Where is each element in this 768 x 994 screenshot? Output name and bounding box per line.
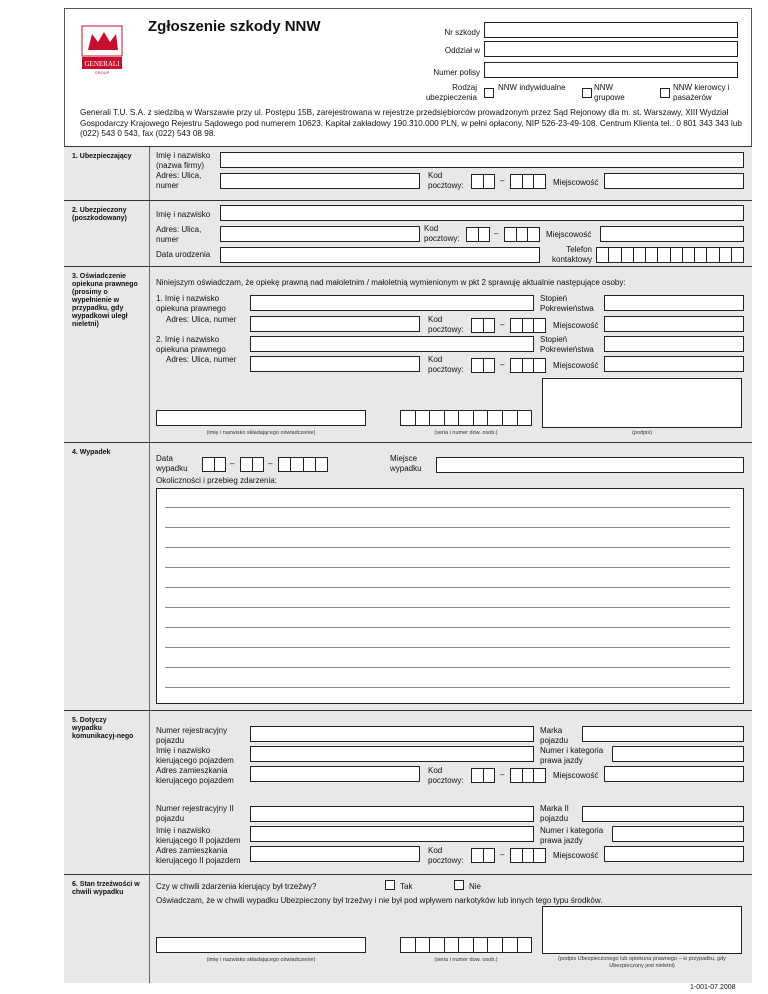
s5-nr-rej-field[interactable] (250, 726, 534, 742)
form-code: 1-001-07.2008 (690, 984, 736, 991)
s6-statement: Oświadczam, że w chwili wypadku Ubezpieczony był trzeźwy i nie był pod wpływem narkotyków lub innych tego typu środków. (156, 896, 603, 905)
oddzial-label: Oddział w (444, 46, 480, 55)
s3-p1-address-field[interactable] (250, 316, 420, 332)
s5-kod2-part1[interactable] (471, 848, 495, 863)
s4-date-label: Data wypadku (156, 454, 188, 473)
s3-p1-miejscowosc-label: Miejscowość (553, 321, 599, 330)
section-2-heading: 2. Ubezpieczony (poszkodowany) (72, 207, 127, 222)
s1-name-field[interactable] (220, 152, 744, 168)
svg-text:GROUP: GROUP (94, 70, 110, 75)
nnw-indywidualne-checkbox[interactable] (484, 88, 494, 98)
s5-miejscowosc2-field[interactable] (604, 846, 744, 862)
s3-p1-name-field[interactable] (250, 295, 534, 311)
s3-p2-kod-dash: – (500, 360, 505, 369)
s4-date-year[interactable] (278, 457, 328, 472)
section-1-heading: 1. Ubezpieczający (72, 153, 132, 160)
s2-name-field[interactable] (220, 205, 744, 221)
rodzaj-label: Rodzaj ubezpieczenia (425, 83, 477, 102)
numer-polisy-field[interactable] (484, 62, 738, 78)
s4-date-dash1: – (230, 459, 235, 468)
company-info: Generali T.U. S.A. z siedzibą w Warszawie przy ul. Postępu 15B, zarejestrowana w rejestrze przedsiębiorców prowadzonym przez Sąd Rejonowy dla m. st. Warszawy, XIII Wydział Gospodarczy Krajowego Rejestru Sądowego pod numerem 10623. Kapitał zakładowy 190.310.000 PLN, w pełni opłacony, NIP 526-23-49-108. Centrum Klienta tel.: 0 801 343 343 lub (022) 543 0 543, fax (022) 543 08 98. (80, 108, 742, 138)
s3-p2-miejscowosc-field[interactable] (604, 356, 744, 372)
s5-kod-part2[interactable] (510, 768, 546, 783)
s5-kod2-dash: – (500, 850, 505, 859)
nnw-grupowe-checkbox[interactable] (582, 88, 592, 98)
s6-nie-label: Nie (469, 882, 482, 891)
s4-place-label: Miejsce wypadku (390, 454, 422, 473)
s2-dob-field[interactable] (220, 247, 540, 263)
nnw-grupowe-label: NNW grupowe (594, 83, 625, 102)
s5-kierujacy2-label: Imię i nazwisko kierującego II pojazdem (156, 826, 241, 845)
s5-kod-dash: – (500, 770, 505, 779)
s3-p1-kod-dash: – (500, 320, 505, 329)
s3-p1-kod-part1[interactable] (471, 318, 495, 333)
s3-p2-miejscowosc-label: Miejscowość (553, 361, 599, 370)
s6-sig-id-caption: (seria i numer dow. osob.) (434, 957, 498, 963)
s5-adres-label: Adres zamieszkania kierującego pojazdem (156, 766, 234, 785)
s6-tak-label: Tak (400, 882, 413, 891)
nr-szkody-label: Nr szkody (444, 28, 480, 37)
nnw-indywidualne-label: NNW indywidualne (498, 83, 566, 92)
s5-kod-label: Kod pocztowy: (428, 766, 464, 785)
s3-p2-stopien-label: Stopień Pokrewieństwa (540, 335, 594, 354)
s4-date-dash2: – (268, 459, 273, 468)
s1-kod-label: Kod pocztowy: (428, 171, 464, 190)
oddzial-field[interactable] (484, 41, 738, 57)
s2-kod-label: Kod pocztowy: (424, 224, 460, 243)
s6-signature-field[interactable] (542, 906, 742, 954)
s3-intro: Niniejszym oświadczam, że opiekę prawną nad małoletnim / małoletnią wymienionym w pkt 2 sprawuję aktualnie następujące osoby: (156, 278, 626, 287)
s1-kod-part2[interactable] (510, 174, 546, 189)
s6-nie-checkbox[interactable] (454, 880, 464, 890)
s2-phone-label: Telefon kontaktowy (552, 245, 593, 264)
generali-logo (80, 24, 124, 76)
s3-p1-kod-label: Kod pocztowy: (428, 315, 464, 334)
s5-kategoria-label: Numer i kategoria prawa jazdy (540, 746, 604, 765)
s3-p2-address-label: Adres: Ulica, numer (166, 355, 237, 364)
numer-polisy-label: Numer polisy (433, 68, 480, 77)
s2-address-label: Adres: Ulica, numer (156, 225, 202, 244)
s3-p2-stopien-field[interactable] (604, 336, 744, 352)
s3-sig-id-field[interactable] (400, 410, 532, 426)
section-3-heading: 3. Oświadczenie opiekuna prawnego (prosimy o wypełnienie w przypadku, gdy wypadkowi uległ nieletni) (72, 273, 138, 328)
s3-p2-kod-part2[interactable] (510, 358, 546, 373)
s3-p2-kod-label: Kod pocztowy: (428, 355, 464, 374)
svg-text:GENERALI: GENERALI (84, 60, 120, 68)
s3-p2-kod-part1[interactable] (471, 358, 495, 373)
s4-circumstances-field[interactable] (156, 488, 744, 704)
form-title: Zgłoszenie szkody NNW (148, 18, 321, 35)
s3-p1-miejscowosc-field[interactable] (604, 316, 744, 332)
s5-kategoria-field[interactable] (612, 746, 744, 762)
section-6-heading: 6. Stan trzeźwości w chwili wypadku (72, 881, 140, 896)
s5-kierujacy2-field[interactable] (250, 826, 534, 842)
s6-sig-name-field[interactable] (156, 937, 366, 953)
s5-nr-rej2-label: Numer rejestracyjny II pojazdu (156, 804, 234, 823)
s1-address-field[interactable] (220, 173, 420, 189)
s3-p1-address-label: Adres: Ulica, numer (166, 315, 237, 324)
s5-miejscowosc2-label: Miejscowość (553, 851, 599, 860)
s4-date-month[interactable] (240, 457, 264, 472)
s6-sig-name-caption: (imię i nazwisko składającego oświadczenie) (206, 957, 316, 963)
s5-kategoria2-field[interactable] (612, 826, 744, 842)
s5-miejscowosc-field[interactable] (604, 766, 744, 782)
s3-p2-name-label: 2. Imię i nazwisko opiekuna prawnego (156, 335, 226, 354)
s5-kierujacy-field[interactable] (250, 746, 534, 762)
s6-question: Czy w chwili zdarzenia kierujący był trzeźwy? (156, 882, 317, 891)
s1-kod-dash: – (500, 176, 505, 185)
s3-p1-stopien-field[interactable] (604, 295, 744, 311)
section-4-heading: 4. Wypadek (72, 449, 111, 456)
s2-miejscowosc-field[interactable] (600, 226, 744, 242)
s2-kod-part1[interactable] (466, 227, 490, 242)
s1-kod-part1[interactable] (471, 174, 495, 189)
s2-kod-dash: – (494, 229, 499, 238)
s2-address-field[interactable] (220, 226, 420, 242)
s5-kierujacy-label: Imię i nazwisko kierującego pojazdem (156, 746, 234, 765)
s5-marka2-label: Marka II pojazdu (540, 804, 569, 823)
s1-address-label: Adres: Ulica, numer (156, 171, 202, 190)
s3-sig-id-caption: (seria i numer dow. osob.) (434, 430, 498, 436)
s5-kod2-part2[interactable] (510, 848, 546, 863)
s3-signature-caption: (podpis) (632, 430, 652, 436)
s5-marka-label: Marka pojazdu (540, 726, 569, 745)
s4-date-day[interactable] (202, 457, 226, 472)
s6-signature-caption: (podpis Ubezpieczonego lub opiekuna prawnego – w przypadku, gdy Ubezpieczony jest nieletni) (558, 956, 726, 969)
s5-marka-field[interactable] (582, 726, 744, 742)
s5-adres2-field[interactable] (250, 846, 420, 862)
s1-name-label: Imię i nazwisko (nazwa firmy) (156, 151, 211, 170)
s3-p1-stopien-label: Stopień Pokrewieństwa (540, 294, 594, 313)
section-5-heading: 5. Dotyczy wypadku komunikacyj-nego (72, 717, 134, 740)
nnw-kierowcy-label: NNW kierowcy i pasażerów (673, 83, 730, 102)
s2-phone-field[interactable] (596, 247, 744, 263)
s5-kod2-label: Kod pocztowy: (428, 846, 464, 865)
s3-sig-name-caption: (imię i nazwisko składającego oświadczenie) (206, 430, 316, 436)
s5-nr-rej2-field[interactable] (250, 806, 534, 822)
s3-p1-kod-part2[interactable] (510, 318, 546, 333)
s2-dob-label: Data urodzenia (156, 250, 211, 259)
s2-kod-part2[interactable] (504, 227, 540, 242)
s3-sig-name-field[interactable] (156, 410, 366, 426)
s3-p2-address-field[interactable] (250, 356, 420, 372)
nr-szkody-field[interactable] (484, 22, 738, 38)
s5-adres-field[interactable] (250, 766, 420, 782)
s5-kategoria2-label: Numer i kategoria prawa jazdy (540, 826, 604, 845)
s1-miejscowosc-label: Miejscowość (553, 178, 599, 187)
s3-p2-name-field[interactable] (250, 336, 534, 352)
s5-miejscowosc-label: Miejscowość (553, 771, 599, 780)
s6-tak-checkbox[interactable] (385, 880, 395, 890)
s2-name-label: Imię i nazwisko (156, 210, 211, 219)
s1-miejscowosc-field[interactable] (604, 173, 744, 189)
s5-kod-part1[interactable] (471, 768, 495, 783)
s4-place-field[interactable] (436, 457, 744, 473)
s5-adres2-label: Adres zamieszkania kierującego II pojazdem (156, 846, 241, 865)
s3-signature-field[interactable] (542, 378, 742, 428)
s4-circumstances-label: Okoliczności i przebieg zdarzenia: (156, 476, 277, 485)
s3-p1-name-label: 1. Imię i nazwisko opiekuna prawnego (156, 294, 226, 313)
s5-nr-rej-label: Numer rejestracyjny pojazdu (156, 726, 228, 745)
nnw-kierowcy-checkbox[interactable] (660, 88, 670, 98)
s6-sig-id-field[interactable] (400, 937, 532, 953)
s2-miejscowosc-label: Miejscowość (546, 230, 592, 239)
s5-marka2-field[interactable] (582, 806, 744, 822)
